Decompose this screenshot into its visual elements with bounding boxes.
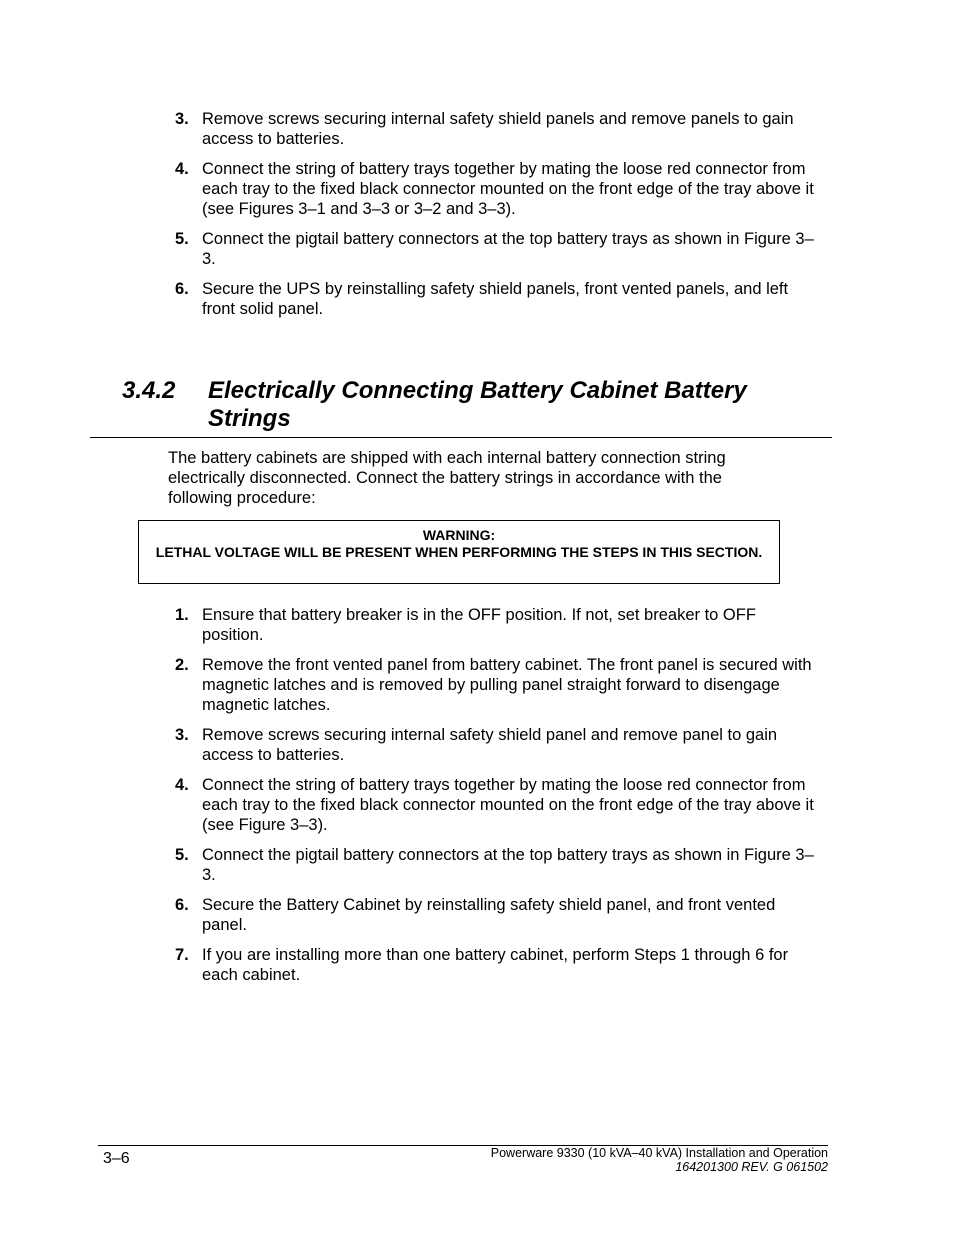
list-item [175, 725, 815, 765]
step-number: 2. [175, 656, 189, 674]
step-number: 5. [175, 846, 189, 864]
step-number: 7. [175, 946, 189, 964]
step-text: Connect the pigtail battery connectors at the top battery trays as shown in Figure 3–3. [202, 846, 814, 884]
step-text: Secure the Battery Cabinet by reinstalling safety shield panel, and front vented panel. [202, 896, 776, 934]
step-number: 5. [175, 230, 189, 248]
step-number: 1. [175, 606, 189, 624]
heading-divider [90, 437, 832, 438]
step-text: Remove screws securing internal safety shield panel and remove panel to gain access to batteries. [202, 726, 778, 764]
section-intro: The battery cabinets are shipped with each internal battery connection string electrically disconnected. Connect the battery strings in accordance with the following procedure: [168, 449, 726, 507]
list-item [175, 945, 815, 985]
section-number: 3.4.2 [122, 377, 176, 404]
warning-box [138, 520, 780, 584]
list-item [175, 775, 815, 835]
step-number: 4. [175, 160, 189, 178]
section-title: Electrically Connecting Battery Cabinet Battery Strings [208, 377, 747, 432]
section-heading [122, 377, 822, 433]
list-item [175, 109, 815, 149]
footer-doc-revision: 164201300 REV. G 061502 [675, 1160, 828, 1174]
step-text: Remove screws securing internal safety shield panels and remove panels to gain access to batteries. [202, 110, 794, 148]
warning-text: LETHAL VOLTAGE WILL BE PRESENT WHEN PERFORMING THE STEPS IN THIS SECTION. [155, 544, 763, 560]
list-item [175, 895, 815, 935]
list-item [175, 605, 815, 645]
list-item [175, 229, 815, 269]
procedure-list-bottom [175, 605, 815, 995]
step-number: 6. [175, 896, 189, 914]
step-text: Connect the string of battery trays together by mating the loose red connector from each tray to the fixed black connector mounted on the front edge of the tray above it (see Figure 3–3). [202, 776, 814, 834]
step-number: 3. [175, 110, 189, 128]
step-number: 6. [175, 280, 189, 298]
step-text: Connect the pigtail battery connectors at the top battery trays as shown in Figure 3–3. [202, 230, 814, 268]
list-item [175, 845, 815, 885]
page-number: 3–6 [103, 1150, 130, 1167]
list-item [175, 279, 815, 319]
step-text: Remove the front vented panel from battery cabinet. The front panel is secured with magnetic latches and is removed by pulling panel straight forward to disengage magnetic latches. [202, 656, 812, 714]
footer-doc-info [491, 1146, 828, 1174]
list-item [175, 159, 815, 219]
footer-doc-title: Powerware 9330 (10 kVA–40 kVA) Installation and Operation [490, 1146, 828, 1160]
step-number: 4. [175, 776, 189, 794]
step-text: Ensure that battery breaker is in the OFF position. If not, set breaker to OFF position. [202, 606, 756, 644]
step-text: If you are installing more than one battery cabinet, perform Steps 1 through 6 for each cabinet. [202, 946, 789, 984]
step-number: 3. [175, 726, 189, 744]
list-item [175, 655, 815, 715]
warning-label: WARNING: [422, 527, 496, 543]
step-text: Connect the string of battery trays together by mating the loose red connector from each tray to the fixed black connector mounted on the front edge of the tray above it (see Figures 3–1 and 3–3 or 3–2 and 3–3). [202, 160, 814, 218]
procedure-list-top [175, 109, 815, 329]
step-text: Secure the UPS by reinstalling safety shield panels, front vented panels, and left front solid panel. [202, 280, 789, 318]
